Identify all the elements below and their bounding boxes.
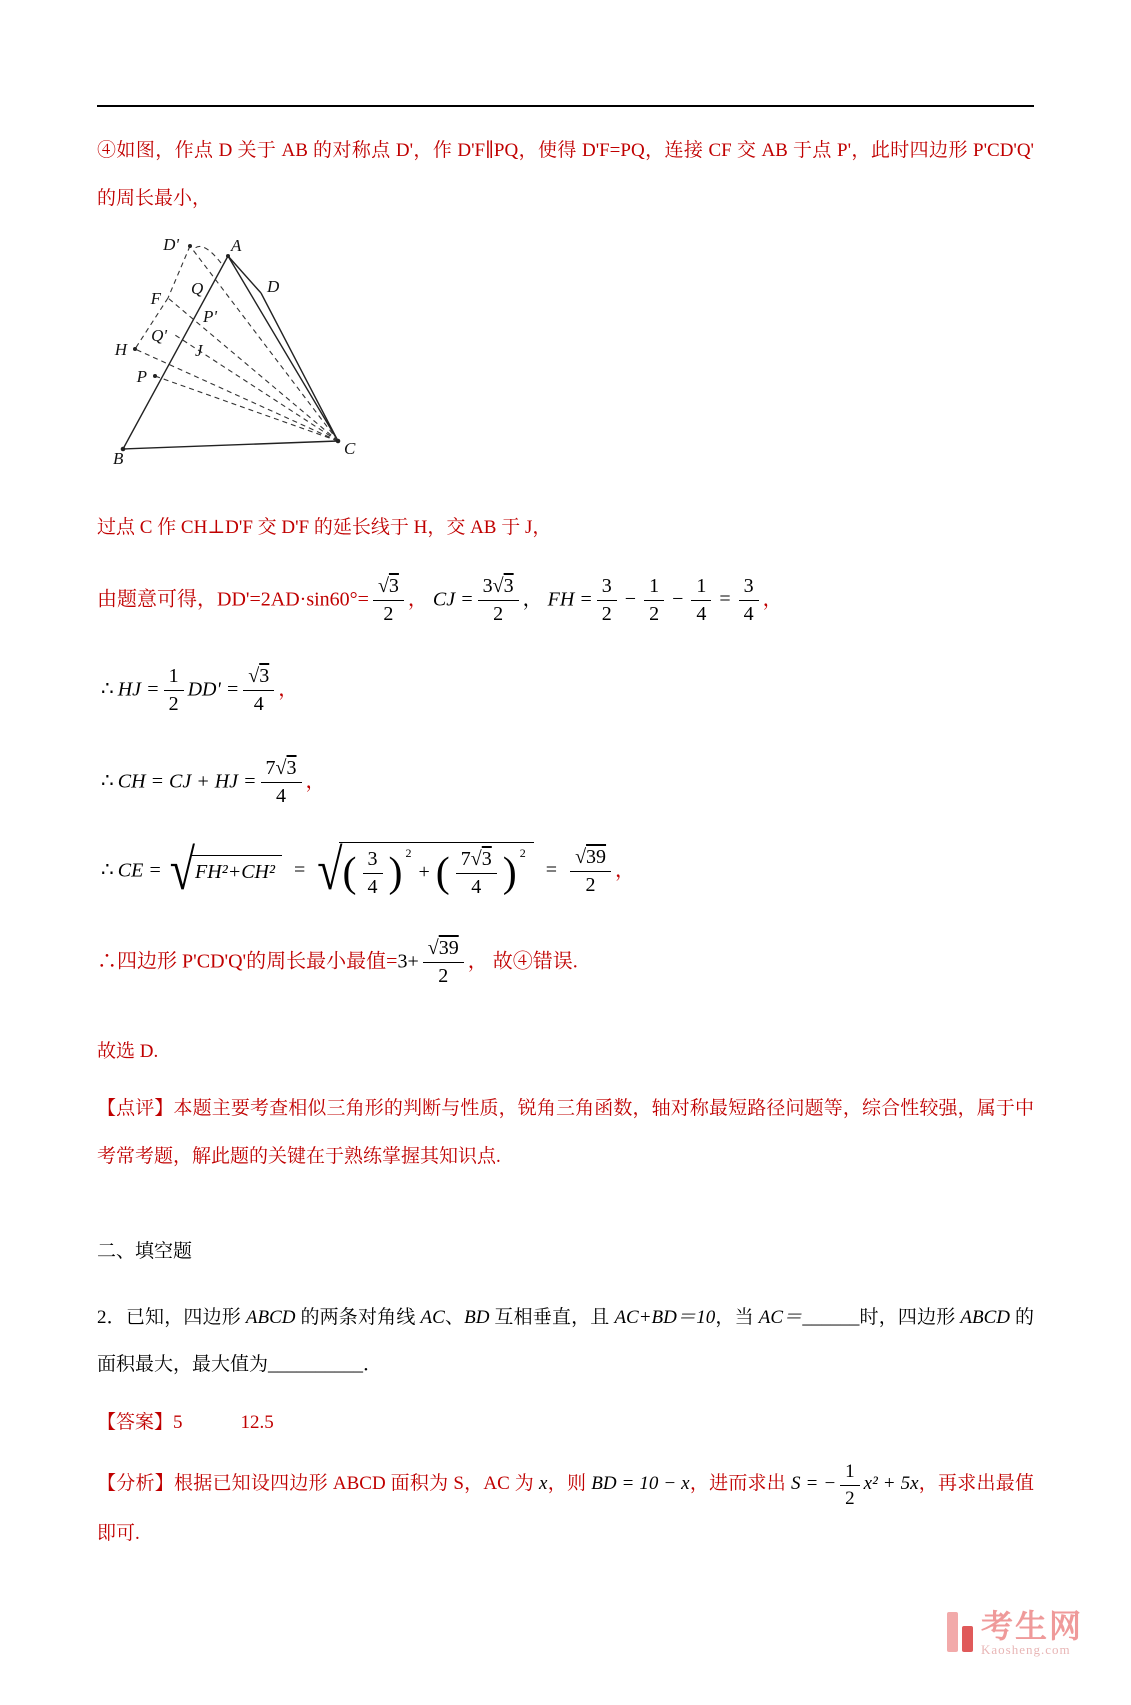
fh-lhs: FH = [547, 588, 593, 610]
var-abcd: ABCD [960, 1306, 1011, 1328]
radicand: 3 [286, 756, 297, 779]
fraction-sqrt3-4 [243, 664, 274, 716]
var-abcd: ABCD [245, 1306, 296, 1328]
section-title-fill-in: 二、填空题 [97, 1241, 193, 1262]
fraction-3-4 [363, 847, 383, 899]
fraction-numerator [261, 756, 302, 783]
fraction-1-2 [840, 1460, 860, 1510]
radicand: 39 [438, 936, 459, 959]
label-H: H [114, 340, 127, 359]
paragraph-perpendicular: 过点 C 作 CH⊥D'F 交 D'F 的延长线于 H，交 AB 于 J， [97, 517, 552, 538]
derivation-line-ce [97, 837, 1034, 902]
site-watermark [947, 1607, 1083, 1658]
label-J: J [195, 341, 203, 360]
watermark-text [980, 1607, 1083, 1658]
fraction-numerator: 1 [840, 1460, 860, 1486]
fraction-numerator [243, 664, 274, 691]
fraction-1-2 [164, 664, 184, 716]
expr-bd: BD = 10 − x [591, 1473, 690, 1495]
radicand [191, 855, 282, 886]
comma: ， [278, 678, 299, 700]
analysis-lead: 【分析】根据已知设四边形 ABCD 面积为 S，AC 为 [97, 1473, 535, 1495]
label-P-prime: P' [203, 307, 218, 326]
fraction-denominator: 4 [276, 784, 287, 807]
analysis-text: ，进而求出 [689, 1473, 787, 1495]
expr-s-pre: S = − [791, 1473, 837, 1495]
expr-ac-plus-bd: AC+BD＝10 [614, 1306, 716, 1328]
left-paren: ( [435, 849, 450, 896]
sqrt-sign: √ [169, 837, 196, 902]
geometry-figure-svg [103, 236, 413, 481]
fraction-1-2 [644, 574, 664, 626]
var-ac-equals: AC＝ [758, 1306, 803, 1328]
derivation-line-hj [97, 664, 1034, 716]
question-number: 2． [97, 1306, 126, 1328]
equals-sign: = [293, 859, 306, 881]
fraction-numerator [570, 845, 611, 872]
minus-sign: − [672, 588, 684, 610]
fraction-numerator [423, 936, 464, 963]
derivation-line-ch [97, 756, 1034, 808]
question-text: ． [363, 1354, 383, 1375]
analysis-tail: ，再求出最值即可. [97, 1473, 1034, 1544]
label-C: C [344, 439, 356, 458]
logo-bar-left [947, 1612, 958, 1652]
answer-blank-1: ______ [802, 1306, 860, 1328]
question-text: 、 [444, 1306, 465, 1328]
dd-mid: DD' = [187, 678, 240, 700]
perimeter-conclusion-line [97, 936, 1034, 988]
question-text: 已知，四边形 [125, 1306, 246, 1328]
fraction-denominator: 4 [253, 692, 264, 715]
question-text: ，当 [715, 1306, 759, 1328]
sqrt-sign: √ [377, 574, 389, 597]
radical-fh-ch [169, 837, 282, 902]
kaosheng-logo-icon [947, 1612, 973, 1654]
question-text: 的面积最大，最大值为 [97, 1306, 1034, 1375]
radicand [339, 842, 534, 900]
comma: ， [305, 770, 326, 792]
label-F: F [150, 289, 161, 308]
fraction-cj [478, 574, 519, 626]
sqrt-sign: √ [427, 936, 439, 959]
question-text: 的两条对角线 [295, 1306, 421, 1328]
exponent: 2 [405, 845, 412, 860]
wrong-statement: 故④错误. [492, 950, 578, 972]
fraction-7sqrt3-4 [456, 847, 497, 899]
fraction-denominator: 2 [168, 692, 179, 715]
minus-sign: − [624, 588, 637, 610]
label-D-prime: D' [163, 236, 179, 254]
sqrt-sign: √ [492, 574, 504, 597]
label-Q-prime: Q' [151, 326, 167, 345]
final-choice: 故选 D. [97, 1040, 159, 1062]
sqrt-sign: √ [470, 847, 482, 870]
three-plus: 3+ [397, 950, 419, 972]
answer-blank-2: __________ [268, 1354, 364, 1375]
fraction-sqrt39-2 [570, 845, 611, 897]
fraction-numerator: 3 [597, 574, 617, 601]
sqrt-sign: √ [275, 756, 287, 779]
sqrt-sign: √ [575, 845, 587, 868]
sqrt-sign: √ [248, 664, 260, 687]
sqrt-sign: √ [317, 837, 343, 902]
fraction-1-4 [691, 574, 711, 626]
cj-lhs: CJ = [432, 588, 474, 610]
fraction-denominator: 2 [649, 602, 660, 625]
comma: ， [467, 950, 488, 972]
comma: ， [522, 588, 543, 610]
therefore-sign: ∴ [101, 678, 114, 700]
therefore-sign: ∴ [101, 859, 114, 881]
fraction-denominator: 2 [845, 1487, 855, 1509]
analysis-paragraph [97, 1460, 1034, 1557]
coefficient: 7 [460, 847, 471, 870]
fraction-numerator [478, 574, 519, 601]
radicand: 3 [503, 574, 514, 597]
answer-label: 【答案】 [97, 1411, 174, 1433]
ce-lhs: CE = [117, 859, 162, 881]
question-text: 时，四边形 [859, 1306, 961, 1328]
radicand: 3 [388, 574, 399, 597]
hj-lhs: HJ = [117, 678, 160, 700]
question-text: 互相垂直，且 [489, 1306, 615, 1328]
answer-line [97, 1399, 1034, 1447]
radicand: 3 [259, 664, 270, 687]
fraction-numerator: 1 [164, 664, 184, 691]
document-page [0, 105, 1131, 1557]
label-B: B [113, 449, 124, 468]
fraction-numerator: 3 [363, 847, 383, 874]
point-dots [121, 244, 341, 451]
label-A: A [231, 236, 242, 255]
coefficient: 7 [265, 756, 276, 779]
label-Q: Q [191, 279, 204, 298]
right-paren: ) [388, 849, 403, 896]
watermark-site-name: 考生网 [980, 1607, 1083, 1644]
equals-sign: = [545, 859, 558, 881]
answer-value-1: 5 [173, 1411, 183, 1433]
fraction-denominator: 2 [601, 602, 612, 625]
fraction-numerator: 3 [739, 574, 759, 601]
fraction-3-2 [597, 574, 617, 626]
var-ac: AC [420, 1306, 445, 1328]
logo-bar-right [962, 1626, 973, 1652]
exponent: 2 [519, 845, 526, 860]
derivation-lead: 由题意可得，DD'=2AD·sin60°= [97, 588, 369, 610]
fraction-denominator: 2 [438, 964, 449, 987]
radicand-expression: FH²+CH² [195, 861, 275, 883]
right-paren: ) [502, 849, 517, 896]
label-D: D [267, 277, 280, 296]
answer-value-2: 12.5 [240, 1411, 274, 1433]
coefficient: 3 [482, 574, 493, 597]
fraction-numerator [456, 847, 497, 874]
geometry-figure [103, 236, 1034, 486]
comma: ， [762, 588, 783, 610]
paragraph-construction: ④如图，作点 D 关于 AB 的对称点 D'，作 D'F∥PQ，使得 D'F=PQ，连接 CF 交 AB 于点 P'，此时四边形 P'CD'Q' 的周长最小， [97, 140, 1034, 209]
fraction-3-4 [739, 574, 759, 626]
fraction-denominator: 4 [471, 875, 482, 898]
equals-sign: = [719, 588, 731, 610]
fraction-denominator: 4 [743, 602, 754, 625]
left-paren: ( [342, 849, 357, 896]
label-P: P [136, 367, 147, 386]
radicand: 39 [586, 845, 607, 868]
var-bd: BD [464, 1306, 490, 1328]
perimeter-lead: ∴四边形 P'CD'Q'的周长最小最值= [97, 950, 398, 972]
page-top-rule [97, 105, 1034, 107]
fraction-7sqrt3-4 [261, 756, 302, 808]
fraction-numerator: 1 [644, 574, 664, 601]
fraction-denominator: 4 [696, 602, 707, 625]
comma: ， [615, 859, 636, 881]
expr-s-post: x² + 5x [863, 1473, 919, 1495]
fraction-dd [373, 574, 404, 626]
plus-sign: + [418, 861, 430, 883]
fraction-denominator: 4 [367, 875, 378, 898]
comment-paragraph: 【点评】本题主要考查相似三角形的判断与性质，锐角三角函数，轴对称最短路径问题等，综合性较强，属于中考常考题，解此题的关键在于熟练掌握其知识点. [97, 1098, 1034, 1167]
fraction-denominator: 2 [493, 602, 504, 625]
radicand: 3 [481, 847, 492, 870]
var-x: x [539, 1473, 548, 1495]
fraction-denominator: 2 [383, 602, 394, 625]
question-2 [97, 1294, 1034, 1389]
ch-lhs: CH = CJ + HJ = [117, 770, 257, 792]
fraction-denominator: 2 [585, 873, 596, 896]
analysis-text: ，则 [547, 1473, 587, 1495]
fraction-numerator: 1 [691, 574, 711, 601]
fraction-numerator [373, 574, 404, 601]
comma: ， [407, 588, 428, 610]
therefore-sign: ∴ [101, 770, 114, 792]
watermark-site-domain: Kaosheng.com [980, 1642, 1071, 1658]
fraction-sqrt39-2 [423, 936, 464, 988]
radical-numeric [317, 837, 534, 902]
derivation-line-1 [97, 574, 1034, 626]
